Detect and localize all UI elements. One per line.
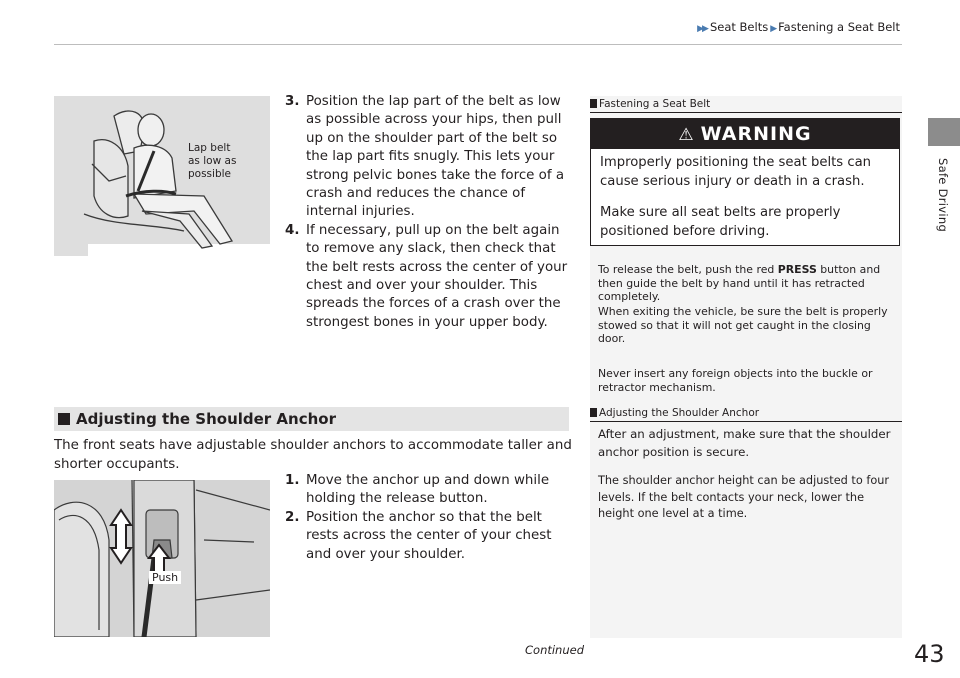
lap-belt-drawing (54, 96, 270, 256)
note-marker-icon (590, 99, 597, 108)
header-divider (54, 44, 902, 45)
step-text: Move the anchor up and down while holding the release button. (306, 473, 550, 507)
note-heading-text: Fastening a Seat Belt (599, 98, 711, 110)
section-title: Adjusting the Shoulder Anchor (76, 410, 336, 428)
note-heading-anchor (590, 407, 902, 419)
section-heading (54, 407, 569, 431)
warning-title: WARNING (700, 123, 812, 145)
note-marker-icon (590, 408, 597, 417)
note-heading-text: Adjusting the Shoulder Anchor (599, 407, 760, 419)
breadcrumb-item-fastening[interactable]: Fastening a Seat Belt (778, 20, 900, 34)
fastening-steps (285, 93, 575, 332)
section-square-icon (58, 413, 70, 425)
step-item (285, 93, 575, 222)
section-intro: The front seats have adjustable shoulder anchors to accommodate taller and shorter occupants. (54, 438, 572, 472)
step-text: Position the lap part of the belt as low as possible across your hips, then pull up on the shoulder part of the belt so the lap part fits snugly. This lets your strong pelvic bones take the force of a crash and reduces the chance of internal injuries. (306, 94, 565, 220)
step-number: 3. (285, 94, 300, 109)
step-text: If necessary, pull up on the belt again to remove any slack, then check that the belt rests across the center of your chest and over your shoulder. This spreads the forces of a crash over the strongest bones in your upper body. (306, 222, 568, 330)
lap-belt-callout (188, 142, 236, 181)
step-number: 2. (285, 509, 300, 525)
anchor-steps (285, 472, 565, 564)
warning-banner (591, 119, 899, 149)
step-text: Position the anchor so that the belt rests across the center of your chest and over your shoulder. (306, 509, 552, 562)
breadcrumb (697, 20, 900, 34)
note-paragraph: After an adjustment, make sure that the shoulder anchor position is secure. (598, 427, 891, 459)
callout-line: as low as (188, 155, 237, 167)
note-paragraph: When exiting the vehicle, be sure the belt is properly stowed so that it will not get caught in the closing door. (598, 305, 888, 345)
continued-label: Continued (525, 643, 585, 657)
note-text: To release the belt, push the red (598, 263, 778, 276)
shoulder-anchor-illustration (54, 480, 270, 637)
side-section-label: Safe Driving (936, 158, 950, 233)
warning-text: Improperly positioning the seat belts can cause serious injury or death in a crash. (600, 155, 872, 189)
note-divider (590, 112, 902, 113)
breadcrumb-arrow-icon: ▶▶ (697, 24, 707, 34)
push-callout: Push (149, 571, 181, 584)
lap-belt-illustration (54, 96, 270, 256)
step-item (285, 472, 565, 509)
press-button-label: PRESS (777, 263, 817, 276)
step-number: 4. (285, 222, 300, 238)
step-item (285, 509, 565, 564)
callout-line: Lap belt (188, 142, 231, 154)
note-paragraph: Never insert any foreign objects into the buckle or retractor mechanism. (598, 367, 873, 394)
warning-text: Make sure all seat belts are properly positioned before driving. (600, 205, 841, 239)
note-paragraph (598, 263, 894, 304)
breadcrumb-item-seat-belts[interactable]: Seat Belts (709, 20, 769, 34)
note-paragraph: The shoulder anchor height can be adjusted to four levels. If the belt contacts your neck, lower the height one level at a time. (598, 474, 890, 520)
section-tab[interactable] (928, 118, 960, 146)
shoulder-anchor-drawing (54, 480, 270, 637)
note-heading-fastening (590, 98, 902, 110)
step-item (285, 222, 575, 332)
page-number: 43 (914, 640, 945, 668)
warning-triangle-icon: ⚠ (678, 125, 695, 145)
callout-line: possible (188, 168, 231, 180)
breadcrumb-arrow-icon: ▶ (770, 24, 776, 34)
warning-box (590, 118, 900, 246)
step-number: 1. (285, 473, 300, 488)
note-divider (590, 421, 902, 422)
note-text: button and then guide the belt by hand until it has retracted completely. (598, 263, 881, 303)
